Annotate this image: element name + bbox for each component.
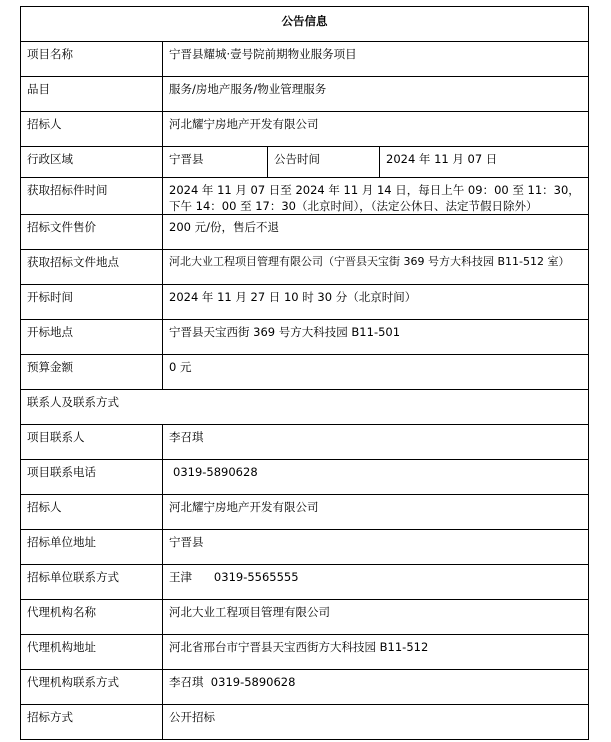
value-tenderer-contact: 王津 0319-5565555 <box>163 565 589 600</box>
row-project-name <box>21 42 589 77</box>
row-project-contact <box>21 425 589 460</box>
value-price: 200 元/份，售后不退 <box>163 215 589 250</box>
row-region <box>21 147 589 178</box>
row-obtain-place <box>21 250 589 285</box>
row-category <box>21 77 589 112</box>
row-agency-name <box>21 600 589 635</box>
label-open-time: 开标时间 <box>21 285 163 320</box>
label-budget: 预算金额 <box>21 355 163 390</box>
row-agency-contact <box>21 670 589 705</box>
label-category: 品目 <box>21 77 163 112</box>
label-tenderer-address: 招标单位地址 <box>21 530 163 565</box>
value-open-place: 宁晋县天宝西街 369 号方大科技园 B11-501 <box>163 320 589 355</box>
value-project-contact: 李召琪 <box>163 425 589 460</box>
value-open-time: 2024 年 11 月 27 日 10 时 30 分（北京时间） <box>163 285 589 320</box>
row-budget <box>21 355 589 390</box>
row-price <box>21 215 589 250</box>
row-tenderer <box>21 112 589 147</box>
table-title: 公告信息 <box>21 7 589 42</box>
row-tenderer-contact <box>21 565 589 600</box>
value-method: 公开招标 <box>163 705 589 740</box>
value-tenderer-address: 宁晋县 <box>163 530 589 565</box>
label-contact-section: 联系人及联系方式 <box>21 390 589 425</box>
row-agency-address <box>21 635 589 670</box>
value-announce-date: 2024 年 11 月 07 日 <box>380 147 589 178</box>
row-contact-section <box>21 390 589 425</box>
row-tenderer2 <box>21 495 589 530</box>
label-obtain-place: 获取招标文件地点 <box>21 250 163 285</box>
row-open-place <box>21 320 589 355</box>
label-open-place: 开标地点 <box>21 320 163 355</box>
value-region: 宁晋县 <box>163 147 268 178</box>
label-project-name: 项目名称 <box>21 42 163 77</box>
label-tenderer2: 招标人 <box>21 495 163 530</box>
label-tenderer: 招标人 <box>21 112 163 147</box>
value-obtain-time: 2024 年 11 月 07 日至 2024 年 11 月 14 日，每日上午 09：00 至 11：30，下午 14：00 至 17：30（北京时间），（法定公休日、法定节假日除外） <box>163 178 589 215</box>
label-method: 招标方式 <box>21 705 163 740</box>
value-tenderer: 河北耀宁房地产开发有限公司 <box>163 112 589 147</box>
label-announce-date: 公告时间 <box>268 147 380 178</box>
label-price: 招标文件售价 <box>21 215 163 250</box>
value-project-phone: 0319-5890628 <box>163 460 589 495</box>
row-method <box>21 705 589 740</box>
label-project-contact: 项目联系人 <box>21 425 163 460</box>
value-agency-address: 河北省邢台市宁晋县天宝西街方大科技园 B11-512 <box>163 635 589 670</box>
label-agency-address: 代理机构地址 <box>21 635 163 670</box>
row-tenderer-address <box>21 530 589 565</box>
value-budget: 0 元 <box>163 355 589 390</box>
value-agency-name: 河北大业工程项目管理有限公司 <box>163 600 589 635</box>
label-agency-contact: 代理机构联系方式 <box>21 670 163 705</box>
table-header-row <box>21 7 589 42</box>
value-obtain-place: 河北大业工程项目管理有限公司（宁晋县天宝街 369 号方大科技园 B11-512 室） <box>163 250 589 285</box>
label-region: 行政区域 <box>21 147 163 178</box>
row-open-time <box>21 285 589 320</box>
row-obtain-time <box>21 178 589 215</box>
announcement-info-table <box>20 6 589 740</box>
row-project-phone <box>21 460 589 495</box>
label-project-phone: 项目联系电话 <box>21 460 163 495</box>
value-project-name: 宁晋县耀城·壹号院前期物业服务项目 <box>163 42 589 77</box>
value-tenderer2: 河北耀宁房地产开发有限公司 <box>163 495 589 530</box>
value-category: 服务/房地产服务/物业管理服务 <box>163 77 589 112</box>
label-agency-name: 代理机构名称 <box>21 600 163 635</box>
label-tenderer-contact: 招标单位联系方式 <box>21 565 163 600</box>
label-obtain-time: 获取招标件时间 <box>21 178 163 215</box>
value-agency-contact: 李召琪 0319-5890628 <box>163 670 589 705</box>
